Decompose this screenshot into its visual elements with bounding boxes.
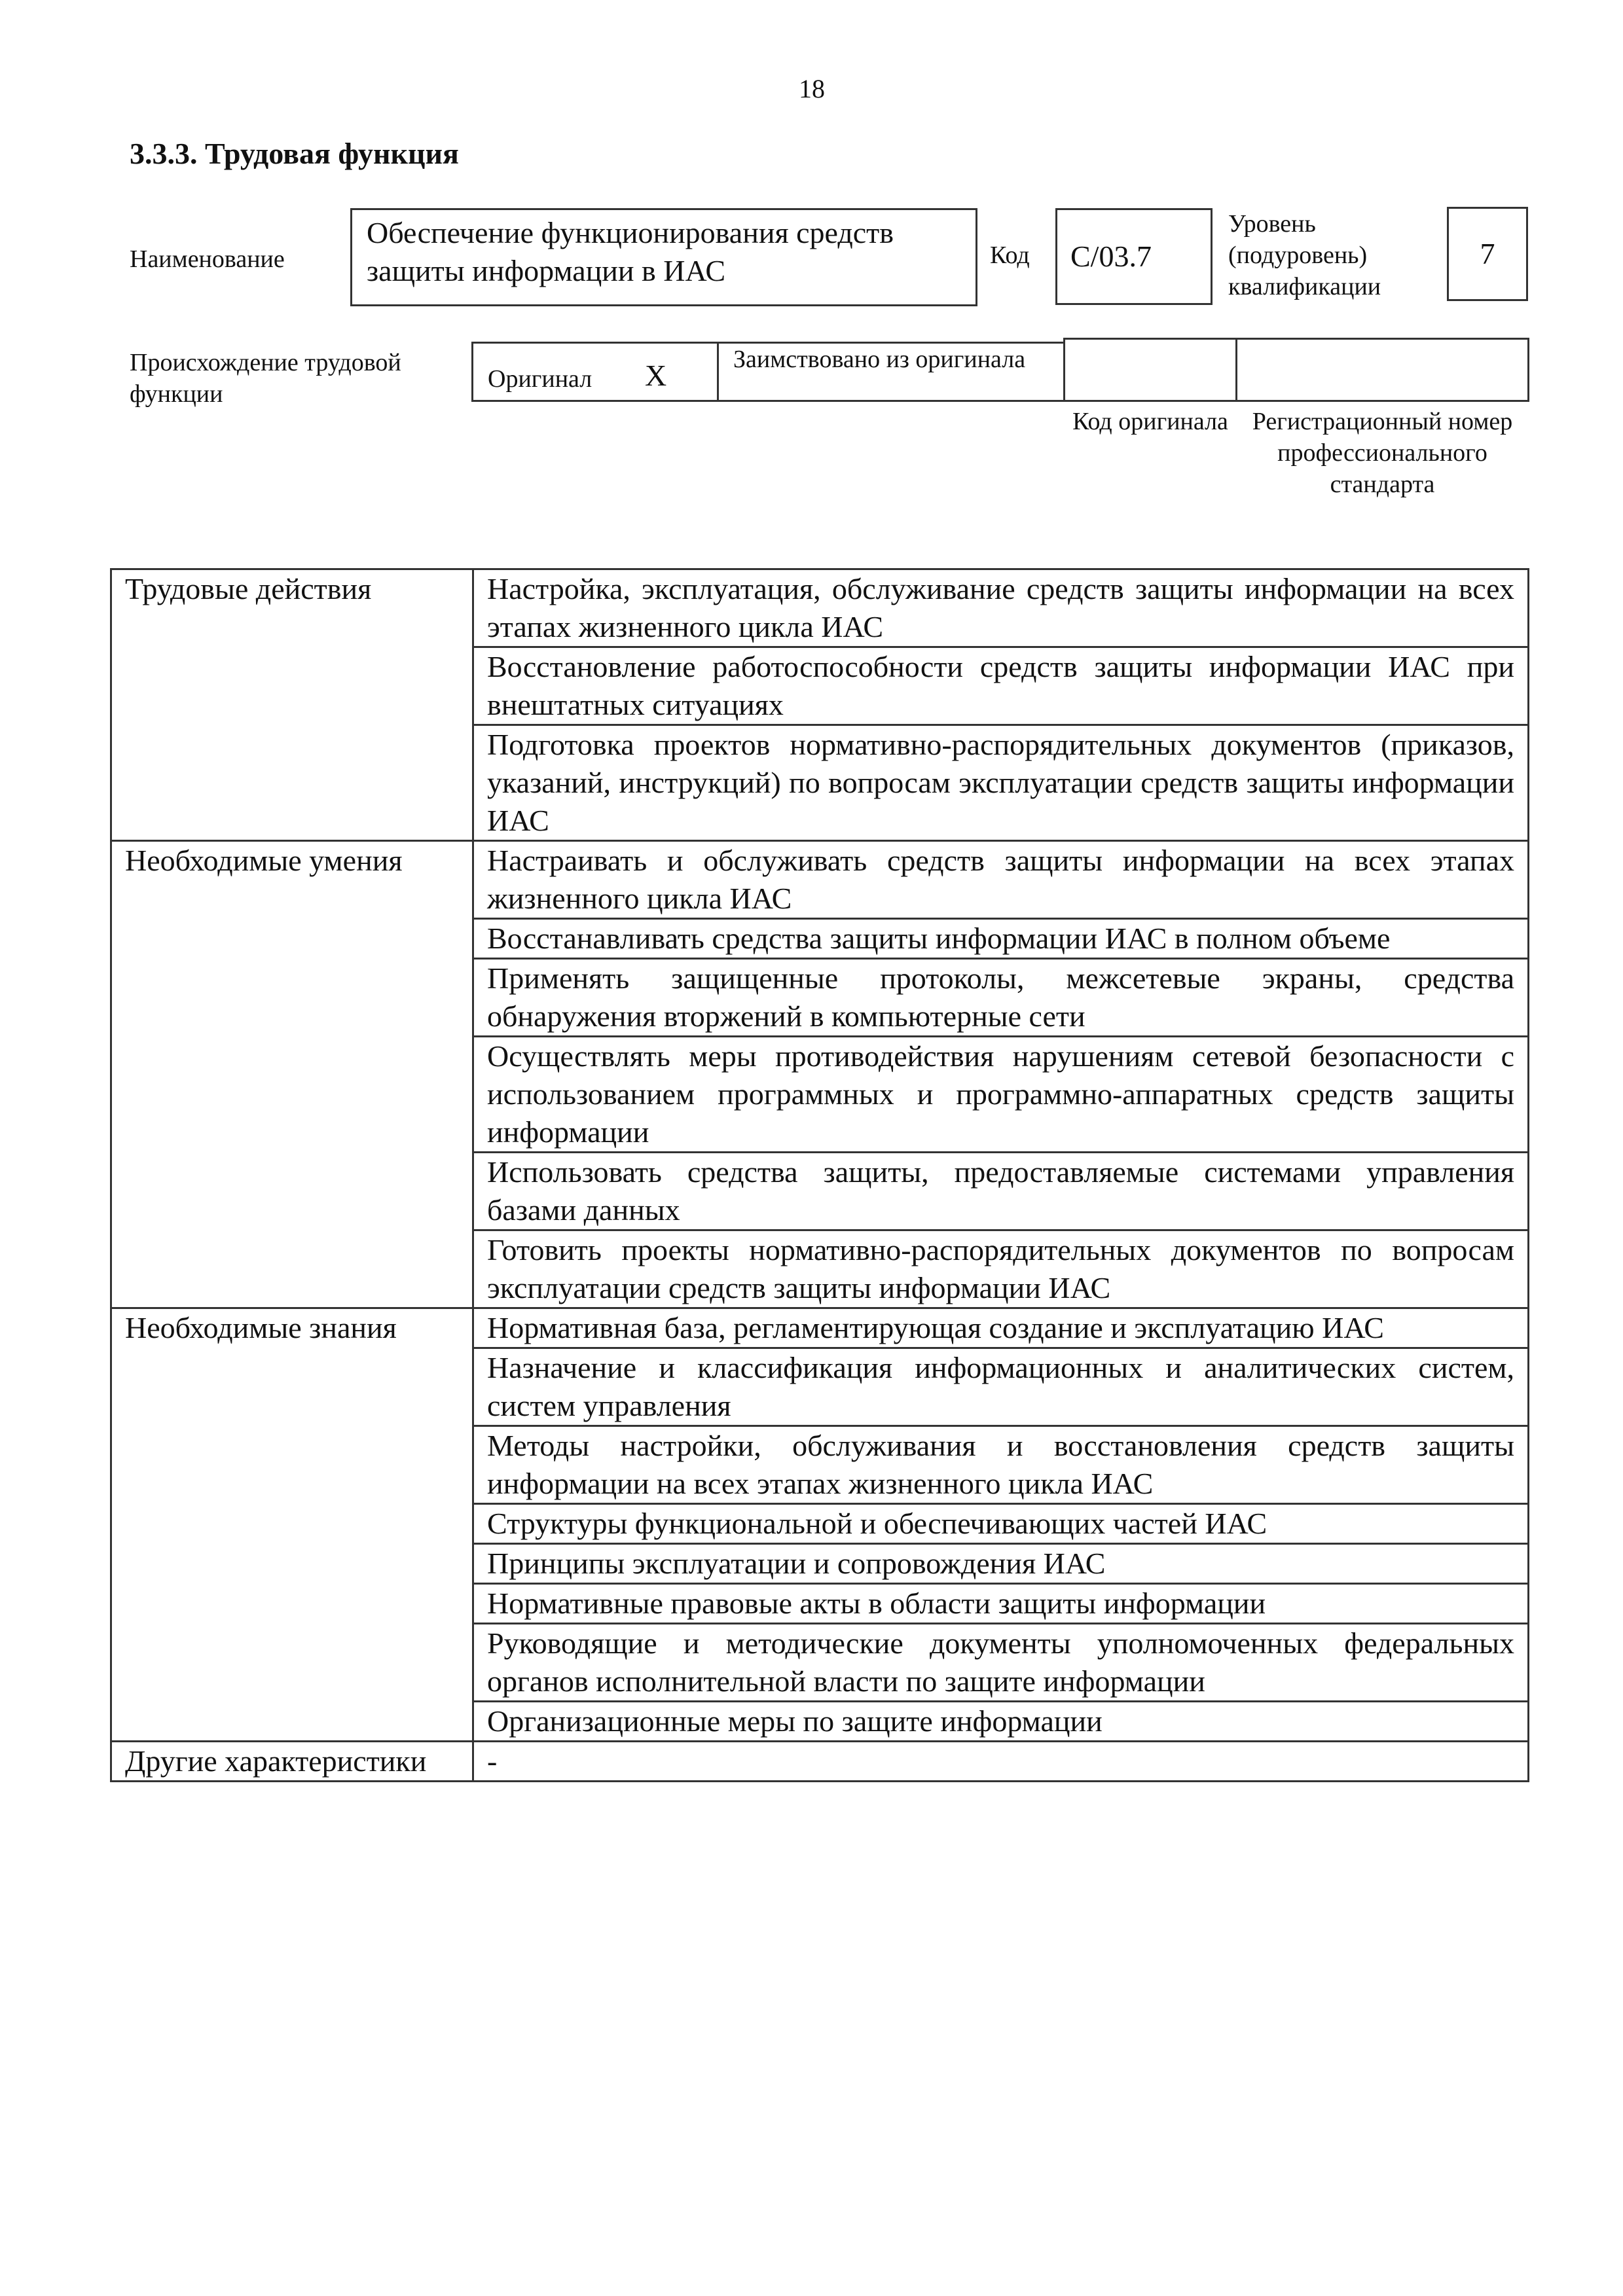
- table-cell: -: [473, 1742, 1529, 1782]
- table-cell: Руководящие и методические документы уполномоченных федеральных органов исполнительной власти по защите информации: [473, 1624, 1529, 1702]
- code-label: Код: [990, 242, 1030, 269]
- table-cell: Нормативные правовые акты в области защиты информации: [473, 1584, 1529, 1624]
- group-label: Необходимые умения: [111, 841, 473, 1308]
- borrowed-label: Заимствовано из оригинала: [733, 346, 1026, 373]
- reg-number-cell: [1235, 338, 1529, 402]
- table-cell: Настройка, эксплуатация, обслуживание средств защиты информации на всех этапах жизненного цикла ИАС: [473, 569, 1529, 647]
- name-label: Наименование: [130, 245, 285, 273]
- table-cell: Подготовка проектов нормативно-распорядительных документов (приказов, указаний, инструкций) по вопросам эксплуатации средств защиты информации ИАС: [473, 725, 1529, 841]
- labor-function-table: [110, 568, 1529, 1782]
- table-cell: Восстанавливать средства защиты информации ИАС в полном объеме: [473, 919, 1529, 959]
- name-value-box: [350, 208, 977, 306]
- origin-label: Происхождение трудовой функции: [130, 349, 401, 408]
- level-value-box: [1447, 207, 1528, 301]
- table-cell: Применять защищенные протоколы, межсетевые экраны, средства обнаружения вторжений в компьютерные сети: [473, 959, 1529, 1037]
- table-cell: Готовить проекты нормативно-распорядительных документов по вопросам эксплуатации средств защиты информации ИАС: [473, 1230, 1529, 1308]
- group-label: Трудовые действия: [111, 569, 473, 841]
- original-mark: X: [645, 359, 667, 392]
- table-cell: Принципы эксплуатации и сопровождения ИАС: [473, 1544, 1529, 1584]
- table-cell: Структуры функциональной и обеспечивающих частей ИАС: [473, 1504, 1529, 1544]
- code-value-box: [1055, 208, 1213, 305]
- table-cell: Настраивать и обслуживать средств защиты информации на всех этапах жизненного цикла ИАС: [473, 841, 1529, 919]
- table-cell: Нормативная база, регламентирующая создание и эксплуатацию ИАС: [473, 1308, 1529, 1348]
- table-row: [111, 1308, 1529, 1348]
- page-number: 18: [799, 74, 825, 103]
- reg-number-caption: Регистрационный номер профессионального стандарта: [1252, 408, 1513, 498]
- section-title: 3.3.3. Трудовая функция: [130, 137, 459, 170]
- original-label: Оригинал: [488, 365, 593, 393]
- table-cell: Методы настройки, обслуживания и восстановления средств защиты информации на всех этапах жизненного цикла ИАС: [473, 1426, 1529, 1504]
- name-value: Обеспечение функционирования средств защиты информации в ИАС: [367, 216, 894, 287]
- table-cell: Назначение и классификация информационных и аналитических систем, систем управления: [473, 1348, 1529, 1426]
- table-cell: Использовать средства защиты, предоставляемые системами управления базами данных: [473, 1153, 1529, 1230]
- original-code-caption: Код оригинала: [1072, 408, 1228, 435]
- table-row: [111, 569, 1529, 647]
- group-label: Другие характеристики: [111, 1742, 473, 1782]
- group-label: Необходимые знания: [111, 1308, 473, 1742]
- original-cell: [471, 342, 719, 402]
- original-code-cell: [1063, 338, 1237, 402]
- level-label: Уровень (подуровень) квалификации: [1228, 210, 1381, 300]
- table-cell: Организационные меры по защите информации: [473, 1702, 1529, 1742]
- borrowed-cell: [717, 342, 1065, 402]
- level-value: 7: [1480, 237, 1495, 270]
- table-cell: Осуществлять меры противодействия нарушениям сетевой безопасности с использованием программных и программно-аппаратных средств защиты информации: [473, 1037, 1529, 1153]
- table-cell: Восстановление работоспособности средств защиты информации ИАС при внештатных ситуациях: [473, 647, 1529, 725]
- table-row: [111, 841, 1529, 919]
- code-value: C/03.7: [1070, 240, 1152, 273]
- table-row: [111, 1742, 1529, 1782]
